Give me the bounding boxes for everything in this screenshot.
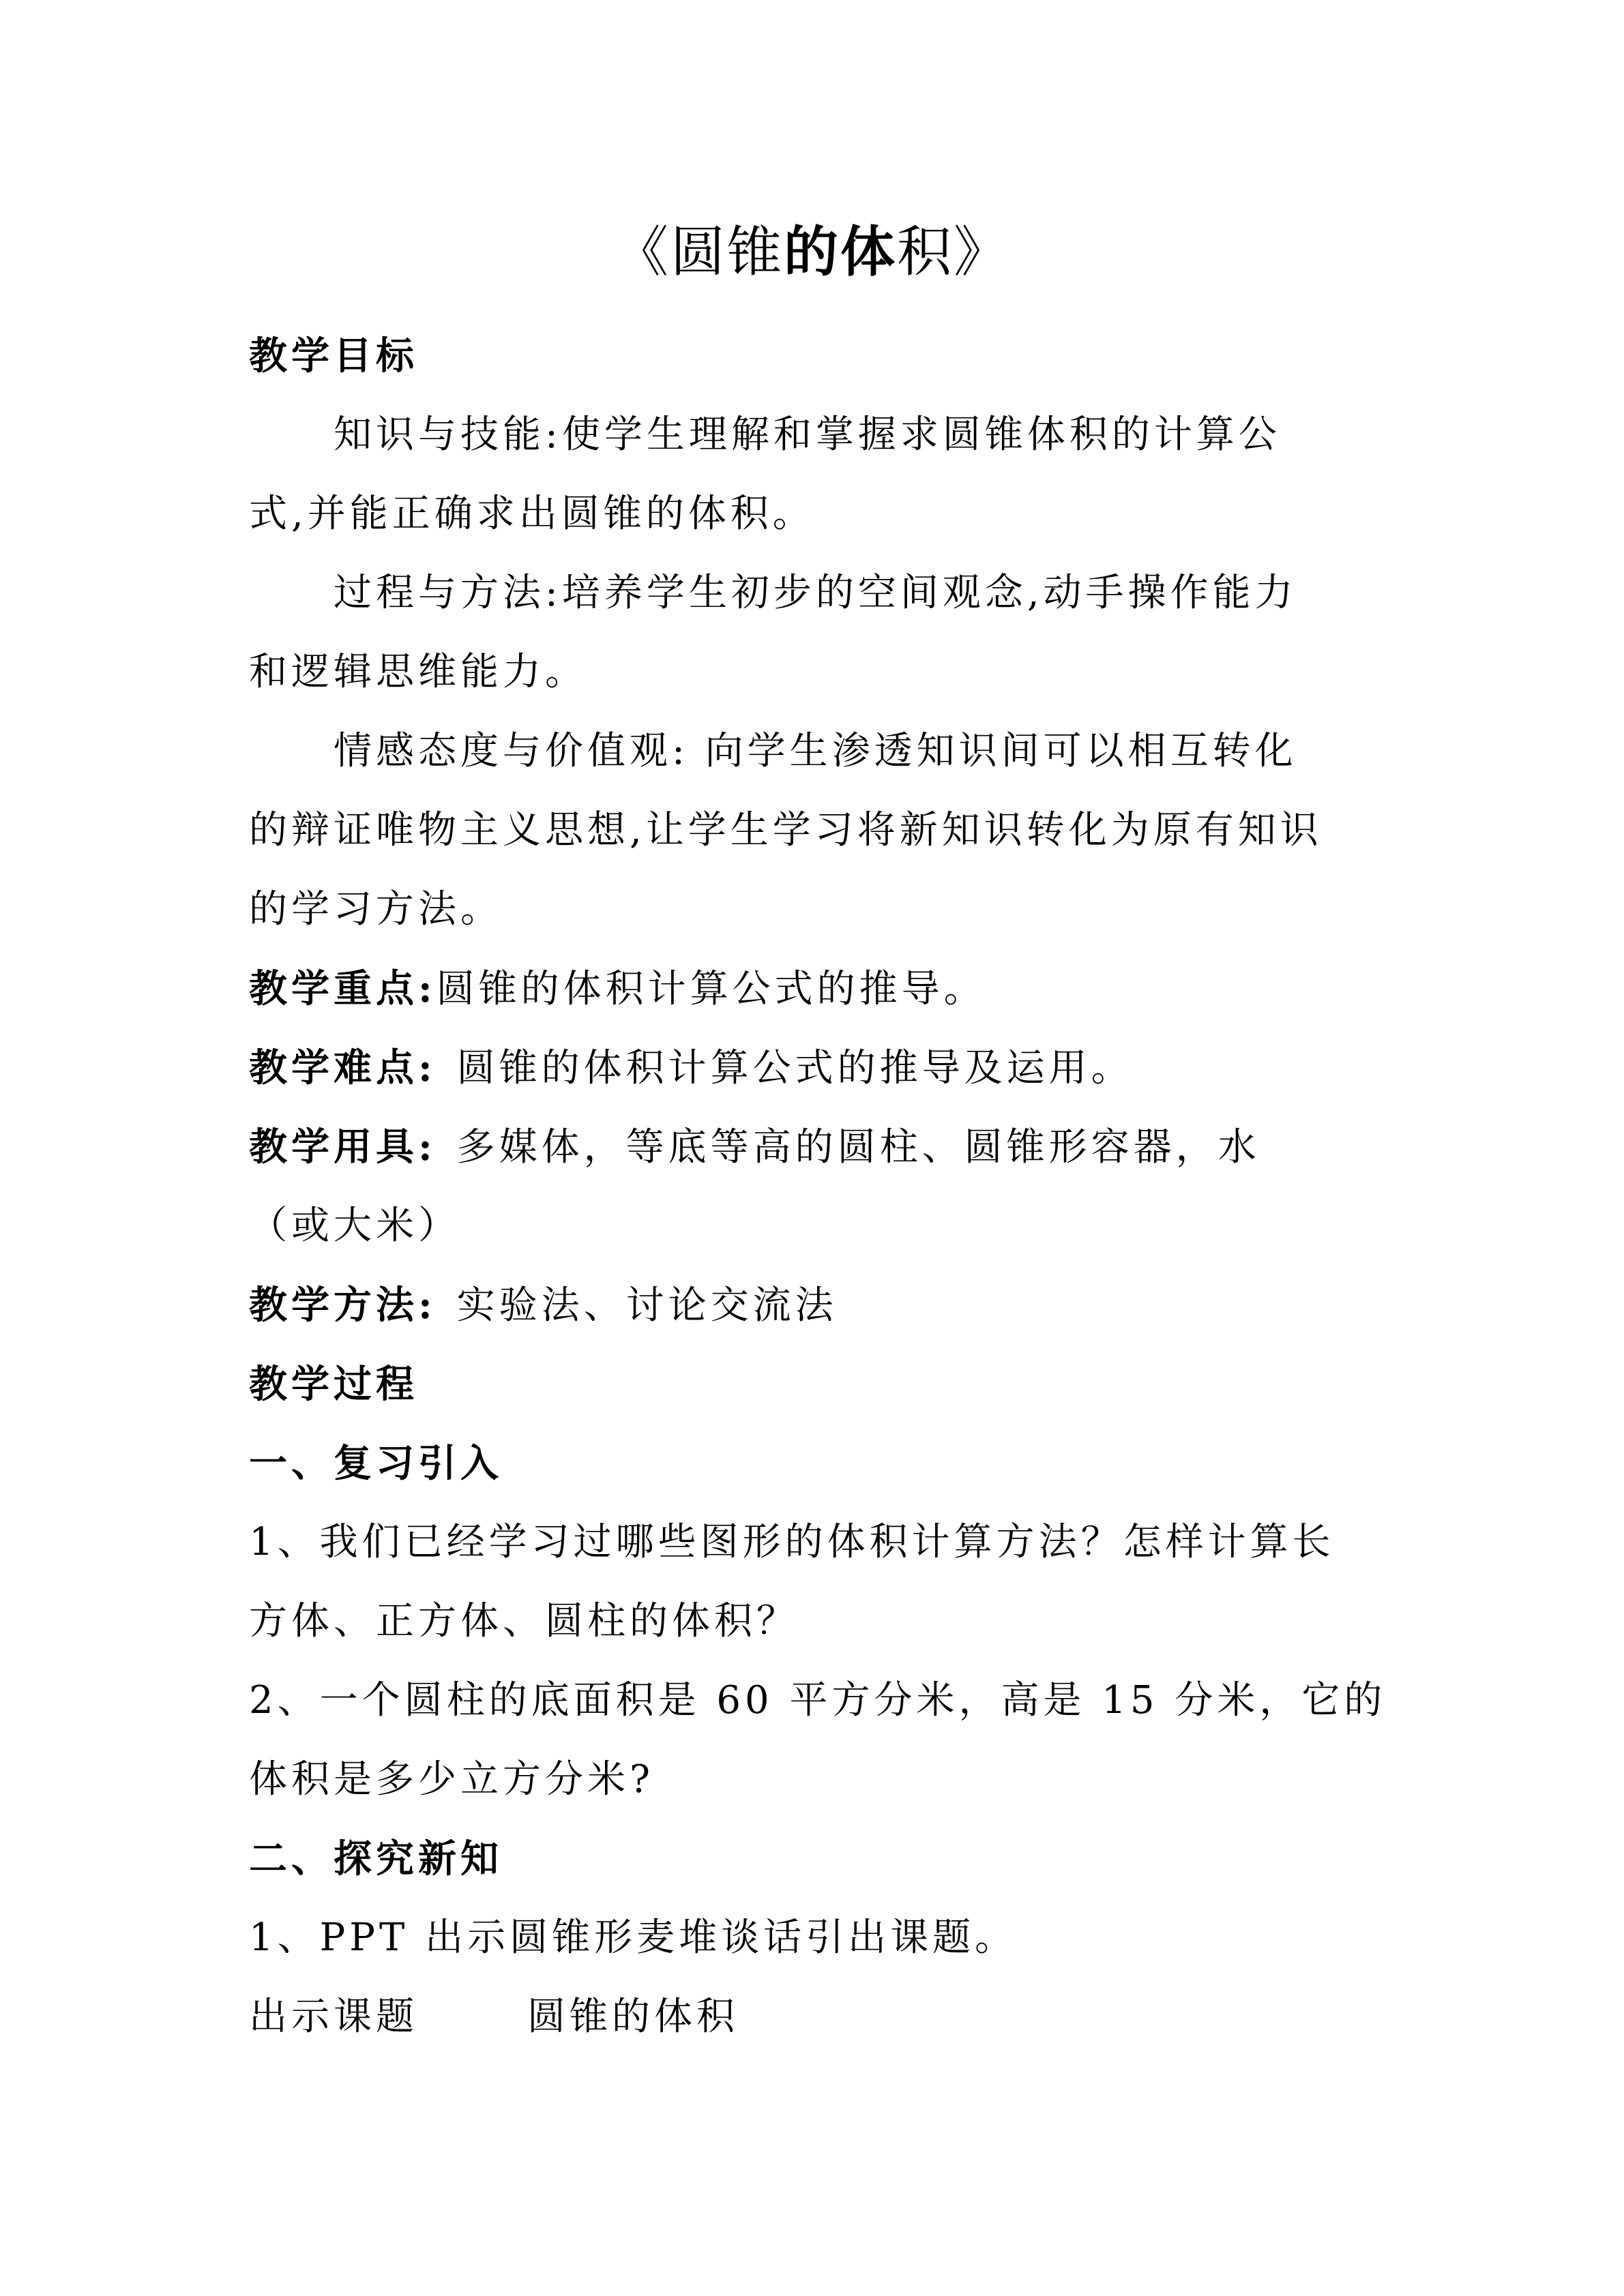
process-method-line-2: 和逻辑思维能力。 bbox=[249, 650, 587, 694]
methods-text: 实验法、讨论交流法 bbox=[456, 1283, 838, 1328]
title-prefix: 《圆锥 bbox=[614, 220, 784, 284]
process-heading: 教学过程 bbox=[249, 1362, 418, 1407]
knowledge-skill-line-2: 式,并能正确求出圆锥的体积。 bbox=[249, 492, 815, 536]
topic-value: 圆锥的体积 bbox=[527, 1995, 739, 2039]
difficulty-line bbox=[0, 1028, 1624, 1107]
tools-text-1: 多媒体，等底等高的圆柱、圆锥形容器，水 bbox=[456, 1125, 1260, 1169]
emotion-values-line-2: 的辩证唯物主义思想,让学生学习将新知识转化为原有知识 bbox=[249, 808, 1323, 852]
section1-item-1-line-2: 方体、正方体、圆柱的体积？ bbox=[249, 1599, 799, 1643]
methods-line bbox=[0, 1266, 1624, 1345]
title-bold-part: 的体 bbox=[784, 220, 897, 284]
topic-label: 出示课题 bbox=[249, 1995, 418, 2039]
emotion-values-line-3: 的学习方法。 bbox=[249, 887, 503, 931]
key-point-text: 圆锥的体积计算公式的推导。 bbox=[436, 967, 986, 1011]
section1-item-2-line-2: 体积是多少立方分米? bbox=[249, 1757, 655, 1802]
tools-line-1 bbox=[0, 1107, 1624, 1187]
tools-label: 教学用具: bbox=[249, 1124, 437, 1169]
difficulty-label: 教学难点: bbox=[249, 1045, 437, 1090]
topic-line bbox=[0, 1978, 1624, 2057]
key-point-label: 教学重点: bbox=[249, 966, 437, 1011]
section1-item-2-line-1: 2、一个圆柱的底面积是 60 平方分米，高是 15 分米，它的 bbox=[249, 1678, 1387, 1723]
emotion-values-line-1: 情感态度与价值观: 向学生渗透知识间可以相互转化 bbox=[334, 729, 1297, 773]
section1-item-1-line-1: 1、我们已经学习过哪些图形的体积计算方法？怎样计算长 bbox=[249, 1520, 1335, 1564]
document-title bbox=[0, 211, 1624, 293]
key-point-line bbox=[0, 949, 1624, 1028]
title-suffix: 积》 bbox=[897, 220, 1010, 284]
methods-label: 教学方法: bbox=[249, 1283, 437, 1328]
section1-heading: 一、复习引入 bbox=[249, 1441, 503, 1486]
difficulty-text: 圆锥的体积计算公式的推导及运用。 bbox=[456, 1046, 1134, 1090]
objectives-heading: 教学目标 bbox=[249, 333, 418, 378]
process-method-line-1: 过程与方法:培养学生初步的空间观念,动手操作能力 bbox=[334, 571, 1297, 615]
knowledge-skill-line-1: 知识与技能:使学生理解和掌握求圆锥体积的计算公 bbox=[334, 413, 1281, 457]
tools-line-2: （或大米） bbox=[249, 1204, 460, 1248]
section2-item-1: 1、PPT 出示圆锥形麦堆谈话引出课题。 bbox=[249, 1915, 1018, 1960]
section2-heading: 二、探究新知 bbox=[249, 1836, 503, 1881]
